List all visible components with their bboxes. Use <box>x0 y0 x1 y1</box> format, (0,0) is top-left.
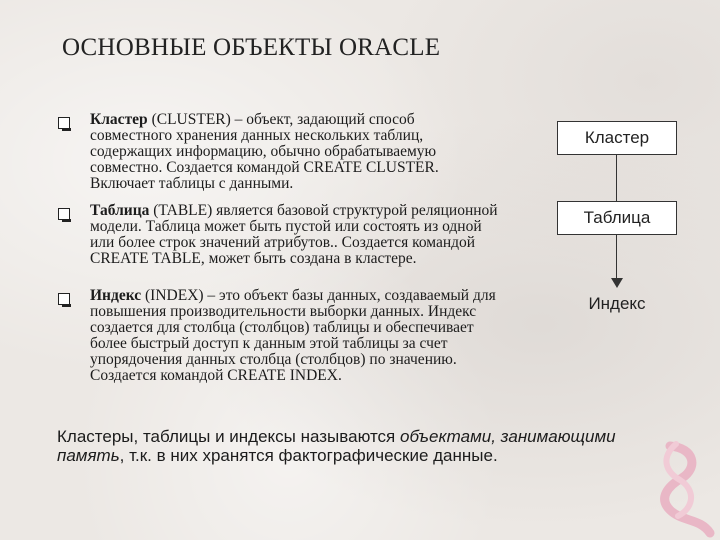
list-item-cluster <box>90 112 500 192</box>
diagram-box-cluster: Кластер <box>557 121 677 155</box>
diagram-box-index: Индекс <box>588 294 646 313</box>
item-text: (TABLE) является базовой структурой реляционной модели. Таблица может быть пустой или состоять из одной или более строк значений атрибутов.. Создается командой CREATE TABLE, может быть создана в кластере. <box>90 202 498 267</box>
item-term: Индекс <box>90 287 142 304</box>
item-term: Таблица <box>90 202 150 219</box>
bullet-icon <box>58 293 70 305</box>
item-text: (CLUSTER) – объект, задающий способ совместного хранения данных нескольких таблиц, содержащих информацию, обычно обрабатываемую совместно. Создается командой CREATE CLUSTER. Включает таблицы с данными. <box>90 111 439 192</box>
diagram-connector <box>616 155 617 201</box>
item-text: (INDEX) – это объект базы данных, создаваемый для повышения производительности выборки данных. Индекс создается для столбца (столбцов) таблицы и обеспечивает более быстрый доступ к данным этой таблицы за счет упорядочения данных столбца (столбцов) по значению. Создается командой CREATE INDEX. <box>90 287 496 384</box>
diagram-box-table: Таблица <box>557 201 677 235</box>
summary-part1: Кластеры, таблицы и индексы называются <box>57 427 400 446</box>
summary-text <box>57 427 657 465</box>
diagram-connector <box>616 235 617 279</box>
bullet-icon <box>58 117 70 129</box>
summary-emphasis: объектами, занимающими память <box>57 427 616 465</box>
slide-title: ОСНОВНЫЕ ОБЪЕКТЫ ORACLE <box>62 34 441 61</box>
list-item-index <box>90 288 500 384</box>
summary-part2: , т.к. в них хранятся фактографические данные. <box>119 446 498 465</box>
item-term: Кластер <box>90 111 148 128</box>
list-item-table <box>90 203 500 267</box>
ribbon-decoration-icon <box>640 438 720 540</box>
bullet-icon <box>58 208 70 220</box>
